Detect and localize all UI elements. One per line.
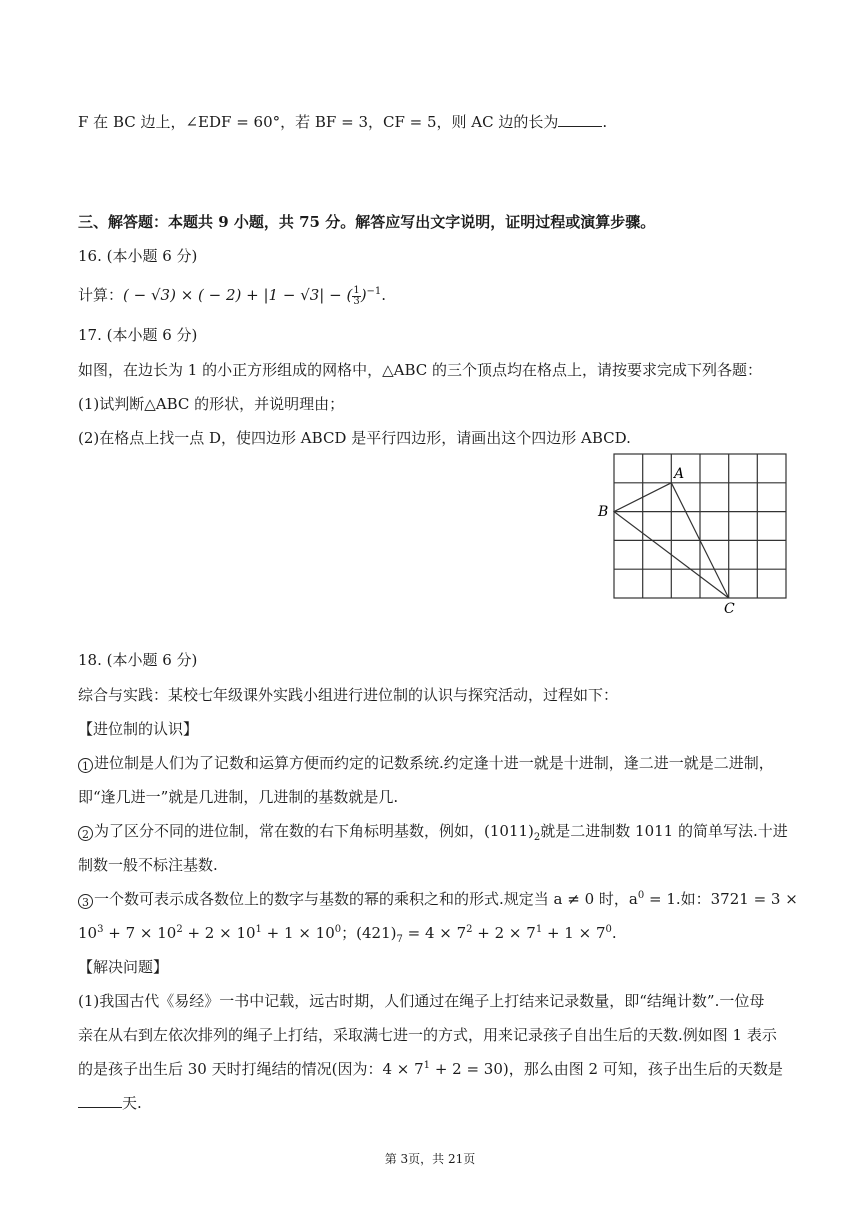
superscript: 1: [535, 924, 543, 935]
circled-number: 2: [78, 826, 93, 841]
superscript: 2: [466, 924, 473, 935]
expr: = 4 × 7: [402, 924, 467, 942]
q18-rule1-a: [78, 753, 774, 773]
q18-problem1-c: [78, 1059, 783, 1079]
q18-subheading-1: 【进位制的认识】: [78, 720, 199, 738]
q17-intro: 如图，在边长为 1 的小正方形组成的网格中，△ABC 的三个顶点均在格点上，请按要求完成下列各题：: [78, 361, 762, 379]
section-3-heading: 三、解答题：本题共 9 小题，共 75 分。解答应写出文字说明，证明过程或演算步骤。: [78, 213, 656, 231]
label-b: B: [598, 504, 609, 520]
superscript: 3: [97, 924, 104, 935]
superscript: 0: [605, 924, 612, 935]
rule-text: 进位制是人们为了记数和运算方便而约定的记数系统.约定逢十进一就是十进制，逢二进一就是二进制，: [94, 754, 774, 772]
q18-intro: 综合与实践：某校七年级课外实践小组进行进位制的认识与探究活动，过程如下：: [78, 686, 619, 704]
grid-figure: [596, 448, 796, 618]
q16-expression: [78, 285, 386, 307]
q18-problem1-b: 亲在从右到左依次排列的绳子上打结，采取满七进一的方式，用来记录孩子自出生后的天数.例如图 1 表示: [78, 1026, 777, 1044]
numerator: 1: [353, 284, 360, 296]
q16-heading: 16. (本小题 6 分): [78, 247, 198, 265]
subscript: 7: [396, 934, 403, 945]
expr: + 2 × 10: [182, 924, 256, 942]
q17-heading: 17. (本小题 6 分): [78, 326, 198, 344]
q18-rule1-b: 即“逢几进一”就是几进制，几进制的基数就是几.: [78, 788, 399, 806]
expr-part: ): [360, 286, 367, 304]
answer-blank: [558, 112, 602, 127]
expr: + 1 × 10: [261, 924, 335, 942]
circled-number: 3: [78, 894, 93, 909]
rule-text: 就是二进制数 1011 的简单写法.十进: [540, 822, 788, 840]
expr: 10: [78, 924, 98, 942]
q15-tail-line: [78, 112, 607, 132]
q18-heading: 18. (本小题 6 分): [78, 651, 198, 669]
label-c: C: [724, 601, 735, 617]
superscript: 0: [334, 924, 342, 935]
q18-problem1-d: [78, 1093, 142, 1113]
label-a: A: [674, 466, 685, 482]
denominator: 3: [353, 295, 360, 307]
rule-text: 一个数可表示成各数位上的数字与基数的幂的乘积之和的形式.规定当 a ≠ 0 时，a: [94, 890, 638, 908]
expr: + 7 × 10: [103, 924, 177, 942]
problem-text: 天.: [122, 1094, 142, 1112]
page-footer: 第 3页，共 21页: [384, 1152, 476, 1166]
q18-subheading-2: 【解决问题】: [78, 958, 169, 976]
calc-prefix: 计算：: [78, 286, 124, 304]
q18-rule2-b: 制数一般不标注基数.: [78, 856, 218, 874]
period: .: [602, 113, 608, 131]
superscript: 1: [255, 924, 262, 935]
expr-part: ( − √3) × ( − 2) + |1 − √3| − (: [123, 286, 353, 304]
q15-text: F 在 BC 边上，∠EDF = 60°，若 BF = 3，CF = 5，则 AC 边的长为: [78, 113, 559, 131]
exponent: −1: [366, 286, 382, 297]
superscript: 2: [176, 924, 183, 935]
q18-rule2-a: [78, 821, 788, 841]
answer-blank: [78, 1093, 122, 1108]
superscript: 1: [423, 1060, 431, 1071]
expr: + 1 × 7: [542, 924, 606, 942]
q18-rule3-b: [78, 923, 617, 943]
q18-problem1-a: (1)我国古代《易经》一书中记载，远古时期，人们通过在绳子上打结来记录数量，即“结绳计数”.一位母: [78, 992, 765, 1010]
q18-rule3-a: [78, 889, 798, 909]
expr: .: [611, 924, 617, 942]
subscript: 2: [533, 832, 541, 843]
period: .: [381, 286, 387, 304]
expr: + 2 × 7: [472, 924, 536, 942]
circled-number: 1: [78, 758, 93, 773]
rule-text: 为了区分不同的进位制，常在数的右下角标明基数，例如，(1011): [94, 822, 534, 840]
expr: ；(421): [341, 924, 397, 942]
problem-text: + 2 = 30)，那么由图 2 可知，孩子出生后的天数是: [430, 1060, 783, 1078]
problem-text: 的是孩子出生后 30 天时打绳结的情况(因为：4 × 7: [78, 1060, 424, 1078]
superscript: 0: [637, 890, 645, 901]
fraction-one-third: [352, 286, 360, 307]
q17-part1: (1)试判断△ABC 的形状，并说明理由；: [78, 395, 345, 413]
rule-text: = 1.如：3721 = 3 ×: [644, 890, 798, 908]
q17-part2: (2)在格点上找一点 D，使四边形 ABCD 是平行四边形，请画出这个四边形 ABCD.: [78, 429, 631, 447]
